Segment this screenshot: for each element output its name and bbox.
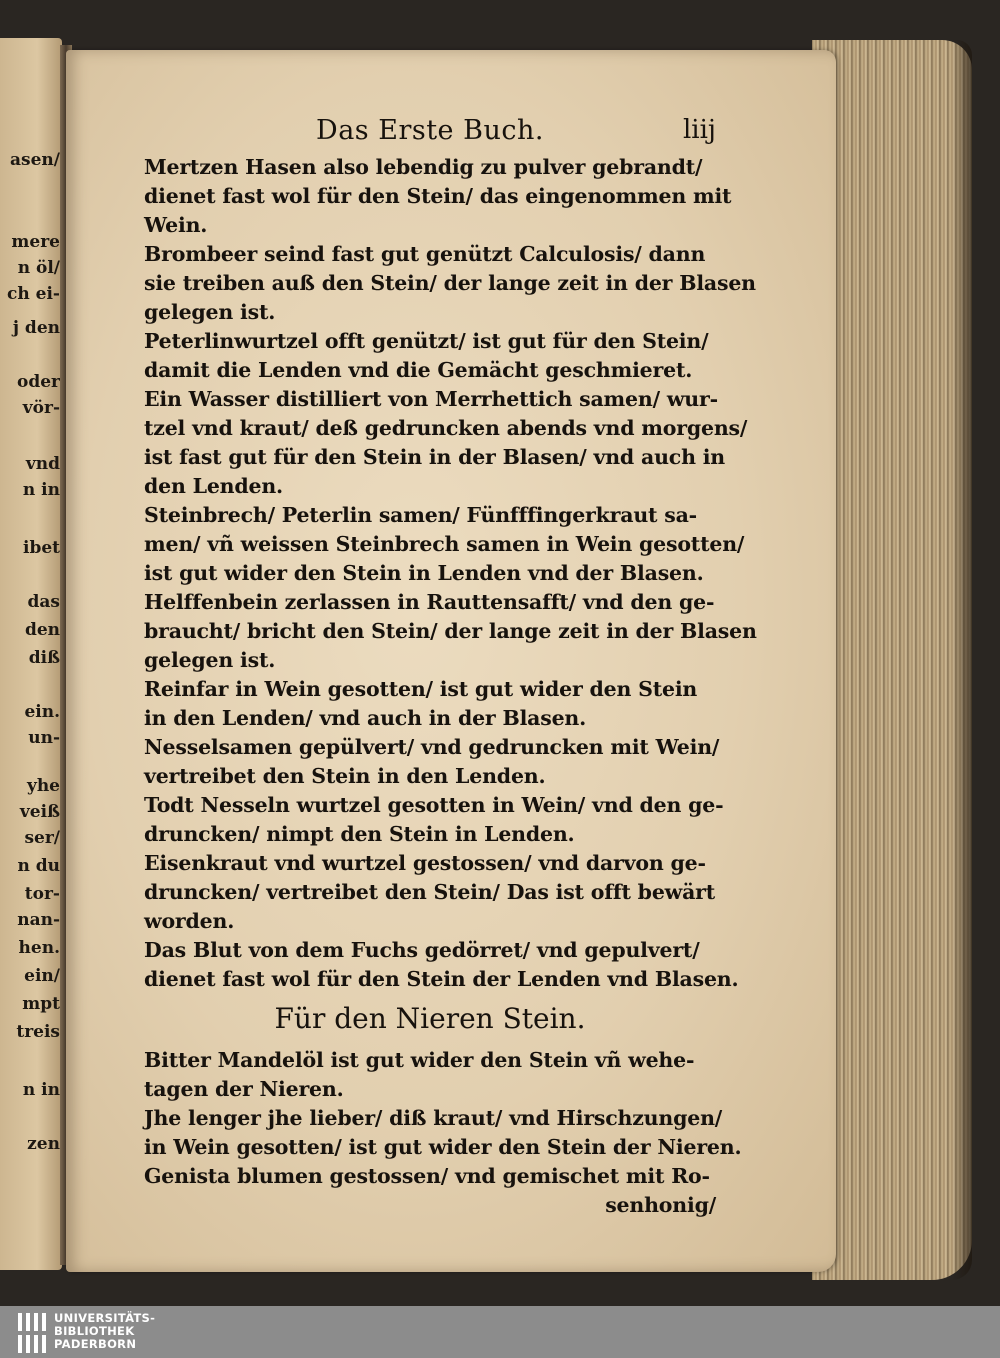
- left-page-fragment: veiß: [19, 802, 60, 822]
- section-heading: Für den Nieren Stein.: [274, 1002, 586, 1035]
- left-page-fragment: ein.: [24, 702, 60, 722]
- left-page-fragment: treis: [16, 1022, 60, 1042]
- text-line: den Lenden.: [144, 474, 283, 498]
- left-page-fragment: yhe: [26, 776, 60, 796]
- text-line: Peterlinwurtzel offt genützt/ ist gut für den Stein/: [144, 329, 709, 353]
- text-line: damit die Lenden vnd die Gemächt geschmieret.: [144, 358, 693, 382]
- text-line: dienet fast wol für den Stein der Lenden vnd Blasen.: [144, 967, 739, 991]
- left-page-fragment: nan-: [17, 910, 60, 930]
- page-header: [144, 115, 716, 151]
- text-line: Ein Wasser distilliert von Merrhettich samen/ wur-: [144, 387, 718, 411]
- left-page-fragment: mere: [11, 232, 60, 252]
- library-name-line-1: UNIVERSITÄTS-: [54, 1311, 156, 1325]
- catchword: senhonig/: [605, 1193, 716, 1217]
- text-line: tzel vnd kraut/ deß gedruncken abends vnd morgens/: [144, 416, 748, 440]
- text-line: worden.: [144, 909, 235, 933]
- left-page-fragment: das: [27, 592, 60, 612]
- left-page-fragment: n öl/: [17, 258, 60, 278]
- text-line: Helffenbein zerlassen in Rauttensafft/ vnd den ge-: [144, 590, 715, 614]
- text-line: Nesselsamen gepülvert/ vnd gedruncken mit Wein/: [144, 735, 720, 759]
- text-line: in Wein gesotten/ ist gut wider den Stein der Nieren.: [144, 1135, 742, 1159]
- text-line: sie treiben auß den Stein/ der lange zeit in der Blasen: [144, 271, 756, 295]
- text-line: braucht/ bricht den Stein/ der lange zeit in der Blasen: [144, 619, 757, 643]
- library-footer: [0, 1306, 1000, 1358]
- left-page-fragment: zen: [27, 1134, 60, 1154]
- running-head: Das Erste Buch.: [316, 115, 544, 146]
- left-page-fragment: j den: [12, 318, 60, 338]
- text-line: Eisenkraut vnd wurtzel gestossen/ vnd darvon ge-: [144, 851, 706, 875]
- text-line: ist gut wider den Stein in Lenden vnd der Blasen.: [144, 561, 704, 585]
- library-name: [54, 1312, 155, 1351]
- folio-number: liij: [682, 115, 716, 145]
- text-line: men/ vñ weissen Steinbrech samen in Wein gesotten/: [144, 532, 745, 556]
- text-line: Bitter Mandelöl ist gut wider den Stein vñ wehe-: [144, 1048, 695, 1072]
- left-page-fragment: vör-: [22, 398, 60, 418]
- left-page-fragment: n in: [22, 480, 60, 500]
- left-page-fragment: mpt: [22, 994, 60, 1014]
- left-page-fragment: oder: [17, 372, 60, 392]
- left-page-fragment: n in: [22, 1080, 60, 1100]
- left-page-fragment: ser/: [24, 828, 60, 848]
- left-page-fragment: asen/: [10, 150, 60, 170]
- text-line: Wein.: [144, 213, 208, 237]
- text-line: ist fast gut für den Stein in der Blasen/ vnd auch in: [144, 445, 725, 469]
- text-line: druncken/ nimpt den Stein in Lenden.: [144, 822, 575, 846]
- left-page-fragment: tor-: [24, 884, 60, 904]
- text-line: gelegen ist.: [144, 648, 276, 672]
- text-line: in den Lenden/ vnd auch in der Blasen.: [144, 706, 587, 730]
- text-line: druncken/ vertreibet den Stein/ Das ist offt bewärt: [144, 880, 716, 904]
- left-page-fragment: diß: [28, 648, 60, 668]
- page-text: [144, 115, 757, 1220]
- text-line: Genista blumen gestossen/ vnd gemischet mit Ro-: [144, 1164, 710, 1188]
- left-page-fragment: ch ei-: [7, 284, 60, 304]
- text-line: Brombeer seind fast gut genützt Calculosis/ dann: [144, 242, 706, 266]
- text-section-stone: [144, 153, 757, 994]
- text-line: gelegen ist.: [144, 300, 276, 324]
- left-page: [0, 38, 62, 1270]
- left-page-fragment: ein/: [24, 966, 60, 986]
- text-line: dienet fast wol für den Stein/ das eingenommen mit: [144, 184, 732, 208]
- library-logo-icon: [18, 1313, 46, 1353]
- text-line: vertreibet den Stein in den Lenden.: [144, 764, 546, 788]
- left-page-fragment: vnd: [25, 454, 60, 474]
- left-page-fragment: ibet: [22, 538, 60, 558]
- text-line: tagen der Nieren.: [144, 1077, 344, 1101]
- library-name-line-2: BIBLIOTHEK: [54, 1324, 135, 1338]
- left-page-fragment: n du: [17, 856, 60, 876]
- left-page-fragment: un-: [28, 728, 60, 748]
- page-edges: [812, 40, 972, 1280]
- text-line: Das Blut von dem Fuchs gedörret/ vnd gepulvert/: [144, 938, 700, 962]
- left-page-fragment: hen.: [18, 938, 60, 958]
- text-line: Mertzen Hasen also lebendig zu pulver gebrandt/: [144, 155, 703, 179]
- text-line: Steinbrech/ Peterlin samen/ Fünfffingerkraut sa-: [144, 503, 697, 527]
- text-line: Reinfar in Wein gesotten/ ist gut wider den Stein: [144, 677, 698, 701]
- library-name-line-3: PADERBORN: [54, 1337, 137, 1351]
- left-page-fragment: den: [24, 620, 60, 640]
- text-section-kidney-stone: [144, 1046, 742, 1191]
- text-line: Jhe lenger jhe lieber/ diß kraut/ vnd Hirschzungen/: [144, 1106, 723, 1130]
- text-line: Todt Nesseln wurtzel gesotten in Wein/ vnd den ge-: [144, 793, 724, 817]
